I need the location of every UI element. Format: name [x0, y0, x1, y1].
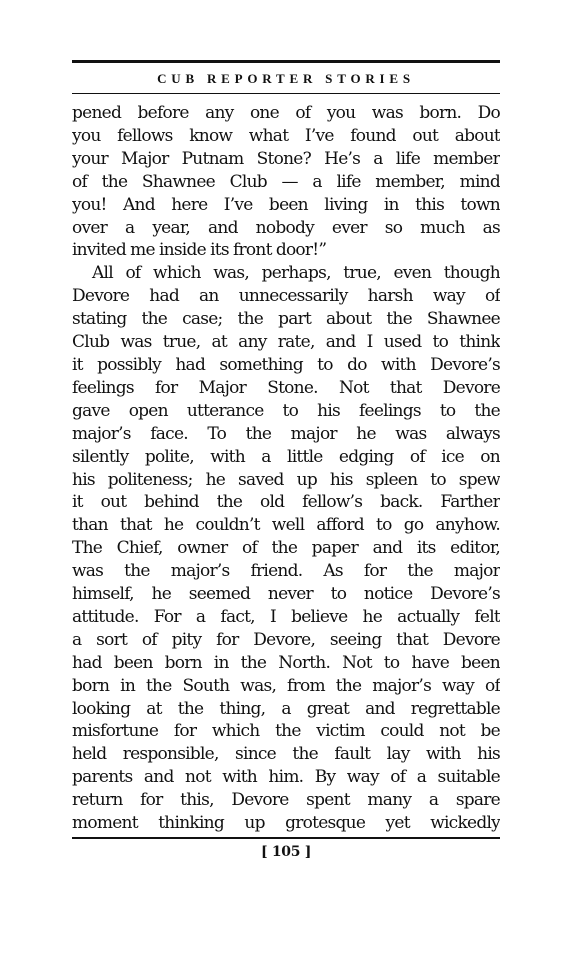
- head-rule: [72, 93, 500, 94]
- text-line: born in the South was, from the major’s way of: [72, 675, 500, 696]
- text-line: return for this, Devore spent many a spare: [72, 790, 500, 811]
- text-line: a sort of pity for Devore, seeing that Devore: [72, 629, 500, 650]
- text-line: parents and not with him. By way of a suitable: [72, 767, 500, 788]
- running-head: CUB REPORTER STORIES: [157, 71, 415, 86]
- text-line: The Chief, owner of the paper and its editor,: [72, 538, 500, 559]
- text-line: of the Shawnee Club — a life member, mind: [72, 171, 500, 192]
- text-line: had been born in the North. Not to have been: [72, 652, 500, 673]
- text-line: was the major’s friend. As for the major: [72, 561, 500, 582]
- text-line: Devore had an unnecessarily harsh way of: [72, 286, 500, 307]
- text-line: it out behind the old fellow’s back. Farther: [72, 492, 500, 513]
- text-line: misfortune for which the victim could not be: [72, 721, 500, 742]
- text-line: over a year, and nobody ever so much as: [72, 217, 500, 238]
- text-line: you fellows know what I’ve found out about: [72, 125, 500, 146]
- text-line: held responsible, since the fault lay with his: [72, 744, 500, 765]
- text-line: major’s face. To the major he was always: [72, 423, 500, 444]
- text-line: your Major Putnam Stone? He’s a life member: [72, 148, 500, 169]
- text-line: moment thinking up grotesque yet wickedly: [72, 813, 500, 834]
- bottom-rule: [72, 837, 500, 839]
- book-page: [72, 60, 500, 860]
- text-line: stating the case; the part about the Shawnee: [72, 309, 500, 330]
- text-line: himself, he seemed never to notice Devore’s: [72, 584, 500, 605]
- body-text: [72, 102, 500, 835]
- text-line: pened before any one of you was born. Do: [72, 103, 500, 123]
- text-line: Club was true, at any rate, and I used to think: [72, 332, 500, 353]
- page-number: [ 105 ]: [260, 844, 312, 860]
- text-line: invited me inside its front door!”: [72, 240, 327, 261]
- text-line: All of which was, perhaps, true, even though: [92, 263, 500, 284]
- text-line: feelings for Major Stone. Not that Devore: [72, 377, 500, 398]
- text-line: silently polite, with a little edging of ice on: [72, 446, 500, 467]
- text-line: it possibly had something to do with Devore’s: [72, 354, 500, 375]
- text-line: gave open utterance to his feelings to the: [72, 400, 500, 421]
- text-line: you! And here I’ve been living in this town: [72, 194, 500, 215]
- text-line: his politeness; he saved up his spleen to spew: [72, 469, 500, 490]
- text-line: than that he couldn’t well afford to go anyhow.: [72, 515, 500, 536]
- text-line: looking at the thing, a great and regrettable: [72, 698, 500, 719]
- text-line: attitude. For a fact, I believe he actually felt: [72, 606, 500, 627]
